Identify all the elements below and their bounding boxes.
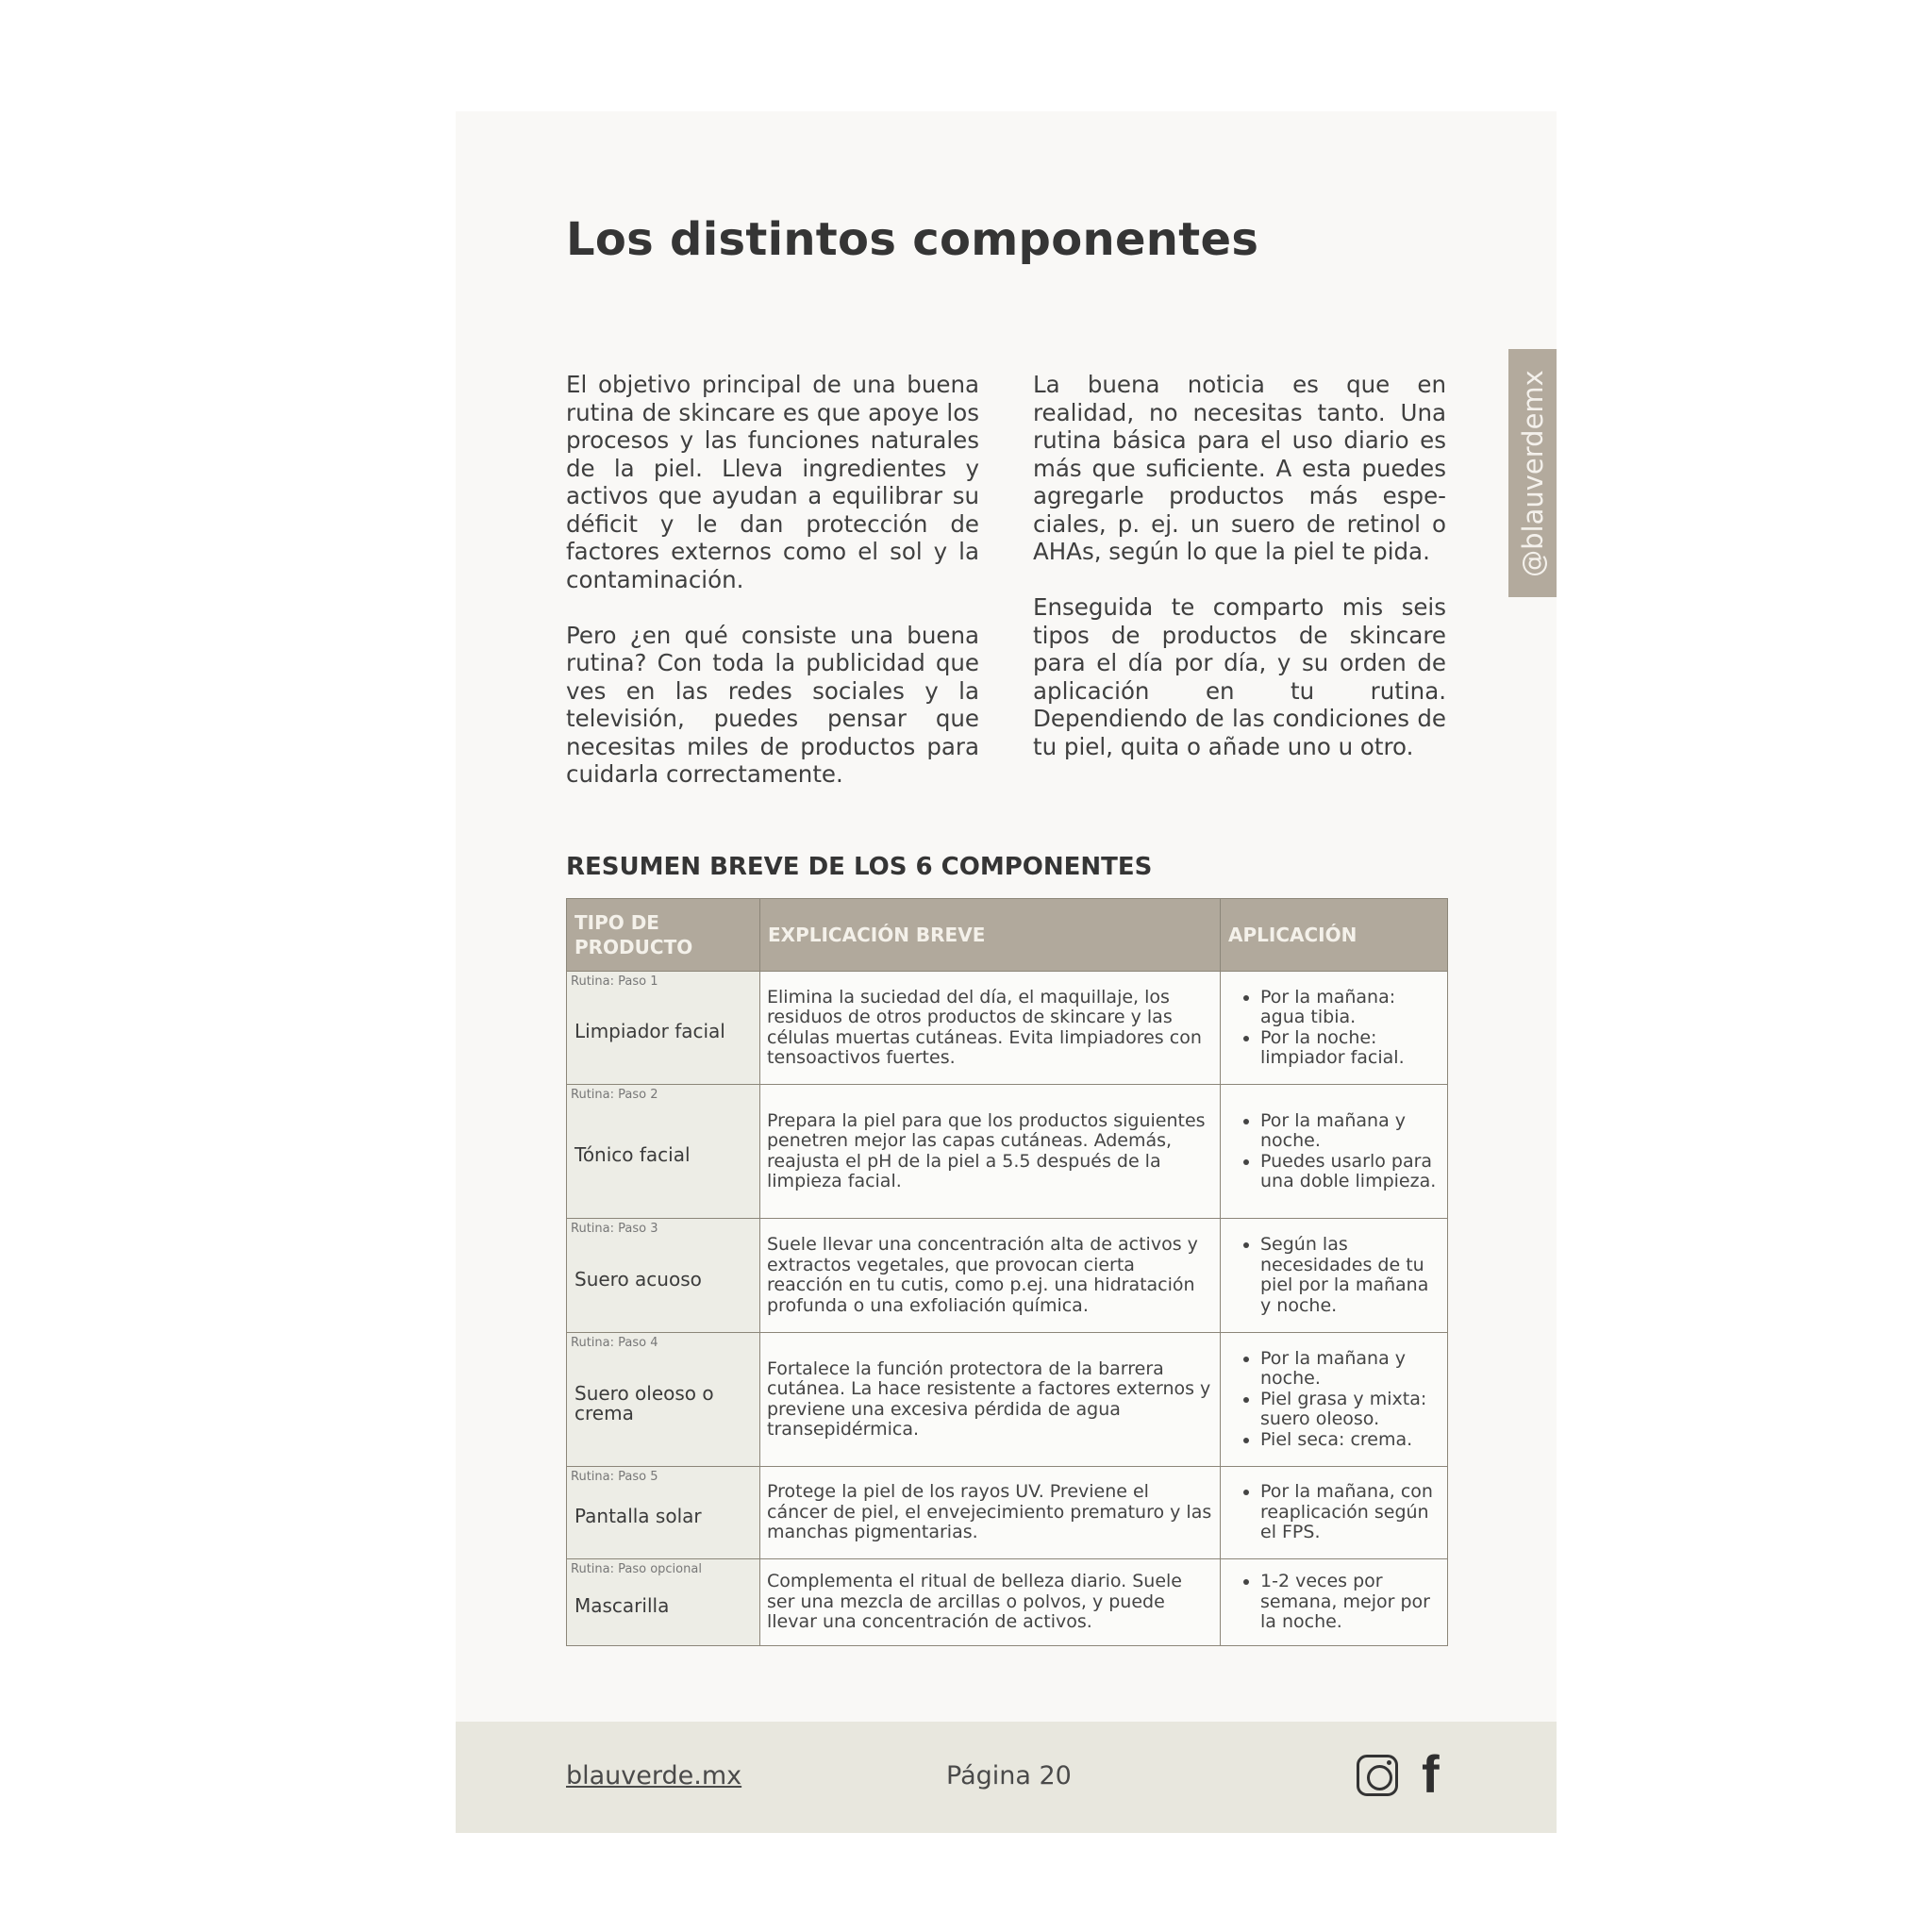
product-name: Limpiador facial [575, 1020, 725, 1042]
application-item: • Por la noche: limpiador facial. [1260, 1028, 1441, 1069]
table-row [567, 1467, 1448, 1559]
routine-step-label: Rutina: Paso 1 [571, 974, 658, 989]
table-row [567, 1085, 1448, 1219]
product-name: Mascarilla [575, 1594, 670, 1617]
explanation-cell: Fortalece la función protectora de la barrera cutánea. La hace resistente a factores externos y previene una excesiva pérdida de agua transepidérmica. [760, 1333, 1221, 1467]
application-cell [1221, 1219, 1448, 1333]
table-row [567, 1219, 1448, 1333]
summary-title: RESUMEN BREVE DE LOS 6 COMPONENTES [566, 853, 1153, 881]
document-page [456, 111, 1557, 1833]
intro-column-left [566, 371, 979, 816]
routine-step-label: Rutina: Paso opcional [571, 1562, 702, 1576]
summary-table [566, 898, 1448, 1646]
instagram-icon[interactable] [1357, 1755, 1398, 1796]
application-item: • Piel seca: crema. [1260, 1430, 1441, 1451]
table-row [567, 972, 1448, 1085]
product-type-cell [567, 1333, 760, 1467]
column-header-explanation: EXPLICACIÓN BREVE [760, 899, 1221, 972]
intro-paragraph: Enseguida te comparto mis seis tipos de productos de skincare para el día por día, y su orden de aplicación en tu rutina. Dependiendo de las condiciones de tu piel, quita o añade uno u otro. [1033, 593, 1446, 760]
routine-step-label: Rutina: Paso 2 [571, 1088, 658, 1102]
page-footer [456, 1722, 1557, 1833]
application-item: • 1-2 veces por semana, mejor por la noche. [1260, 1572, 1441, 1633]
application-item: • Por la mañana, con reaplicación según el FPS. [1260, 1482, 1441, 1543]
intro-paragraph: La buena noticia es que en realidad, no necesitas tanto. Una rutina básica para el uso diario es más que suficiente. A esta puedes agregarle productos más especiales, p. ej. un suero de retinol o AHAs, según lo que la piel te pida. [1033, 371, 1446, 565]
product-type-cell [567, 972, 760, 1085]
column-header-type: TIPO DE PRODUCTO [567, 899, 760, 972]
table-row [567, 1333, 1448, 1467]
facebook-icon[interactable]: f [1422, 1744, 1440, 1804]
product-name: Pantalla solar [575, 1505, 702, 1527]
instagram-lens [1367, 1765, 1392, 1790]
routine-step-label: Rutina: Paso 3 [571, 1222, 658, 1236]
intro-column-right [1033, 371, 1446, 789]
application-item: • Por la mañana y noche. [1260, 1349, 1441, 1390]
social-handle-label: @blauverdemx [1516, 369, 1549, 577]
routine-step-label: Rutina: Paso 5 [571, 1470, 658, 1484]
intro-paragraph: Pero ¿en qué consiste una buena rutina? Con toda la publicidad que ves en las redes sociales y la televisión, puedes pensar que necesitas miles de productos para cuidarla correctamente. [566, 621, 979, 788]
application-item: • Piel grasa y mixta: suero oleoso. [1260, 1390, 1441, 1430]
application-cell [1221, 1085, 1448, 1219]
application-cell [1221, 1467, 1448, 1559]
social-handle-tab[interactable] [1508, 349, 1557, 597]
product-type-cell [567, 1219, 760, 1333]
page-number: Página 20 [946, 1761, 1072, 1790]
product-type-cell [567, 1085, 760, 1219]
explanation-cell: Protege la piel de los rayos UV. Previene el cáncer de piel, el envejecimiento prematuro y las manchas pigmentarias. [760, 1467, 1221, 1559]
application-item: • Por la mañana: agua tibia. [1260, 988, 1441, 1028]
explanation-cell: Suele llevar una concentración alta de activos y extractos vegetales, que provocan cierta reacción en tu cutis, como p.ej. una hidratación profunda o una exfoliación química. [760, 1219, 1221, 1333]
application-item: • Puedes usarlo para una doble limpieza. [1260, 1152, 1441, 1192]
website-link[interactable]: blauverde.mx [566, 1761, 742, 1790]
table-header-row [567, 899, 1448, 972]
application-item: • Según las necesidades de tu piel por la mañana y noche. [1260, 1235, 1441, 1316]
intro-paragraph: El objetivo principal de una buena rutina de skincare es que apoye los procesos y las funciones naturales de la piel. Lleva ingredientes y activos que ayudan a equilibrar su déficit y le dan protección de factores externos como el sol y la contaminación. [566, 371, 979, 593]
product-name: Suero acuoso [575, 1267, 702, 1291]
explanation-cell: Elimina la suciedad del día, el maquillaje, los residuos de otros productos de skincare y las células muertas cutáneas. Evita limpiadores con tensoactivos fuertes. [760, 972, 1221, 1085]
product-name: Suero oleoso o crema [575, 1381, 714, 1424]
routine-step-label: Rutina: Paso 4 [571, 1336, 658, 1350]
product-name: Tónico facial [575, 1143, 691, 1166]
table-row [567, 1559, 1448, 1646]
column-header-application: APLICACIÓN [1221, 899, 1448, 972]
explanation-cell: Complementa el ritual de belleza diario. Suele ser una mezcla de arcillas o polvos, y puede llevar una concentración de activos. [760, 1559, 1221, 1646]
page-title: Los distintos componentes [566, 213, 1259, 266]
application-item: • Por la mañana y noche. [1260, 1111, 1441, 1152]
explanation-cell: Prepara la piel para que los productos siguientes penetren mejor las capas cutáneas. Además, reajusta el pH de la piel a 5.5 después de la limpieza facial. [760, 1085, 1221, 1219]
application-cell [1221, 972, 1448, 1085]
instagram-dot [1387, 1760, 1391, 1765]
product-type-cell [567, 1559, 760, 1646]
application-cell [1221, 1559, 1448, 1646]
application-cell [1221, 1333, 1448, 1467]
product-type-cell [567, 1467, 760, 1559]
